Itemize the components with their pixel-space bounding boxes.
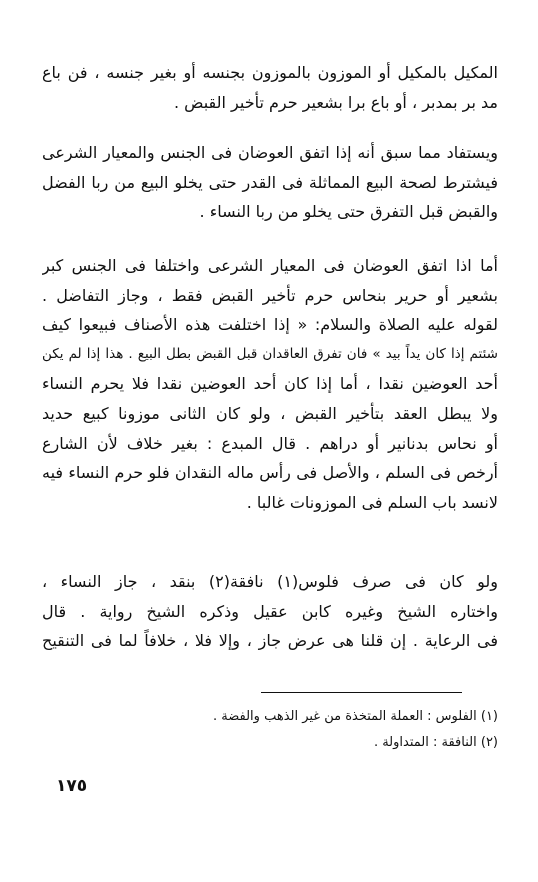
footnote-separator	[261, 692, 462, 693]
text-line: لقوله عليه الصلاة والسلام: « إذا اختلفت هذه الأصناف فبيعوا كيف	[42, 315, 498, 335]
page-number: ١٧٥	[56, 776, 88, 796]
text-line: لانسد باب السلم فى الموزونات غالبا .	[246, 492, 498, 512]
text-line: مد بر بمدبر ، أو باع برا بشعير حرم تأخير القبض .	[173, 92, 498, 112]
paragraph-1	[42, 58, 498, 117]
text-line: والقبض قبل التفرق حتى يخلو من ربا النساء .	[199, 202, 498, 222]
text-line: ويستفاد مما سبق أنه إذا اتفق العوضان فى الجنس والمعيار الشرعى	[42, 143, 498, 162]
text-line: أرخص فى السلم ، والأصل فى رأس ماله النقدان فلو حرم النساء فيه	[42, 463, 498, 483]
text-line: بشعير أو حرير بنحاس حرم تأخير القبض فقط ، وجاز التفاضل .	[42, 285, 498, 305]
text-line: فيشترط لصحة البيع المماثلة فى القدر حتى يخلو البيع من ربا الفضل	[42, 172, 498, 192]
text-line: واختاره الشيخ وغيره كابن عقيل وذكره الشيخ رواية . قال	[42, 601, 498, 621]
text-line: ولا يبطل العقد بتأخير القبض ، ولو كان الثانى موزونا كبيع حديد	[42, 403, 498, 423]
paragraph-4	[42, 567, 498, 656]
text-line: أو نحاس بدنانير أو دراهم . قال المبدع : بغير خلاف لأن الشارع	[42, 433, 498, 453]
text-line: فى الرعاية . إن قلنا هى عرض جاز ، وإلا فلا ، خلافاً لما فى التنقيح	[42, 631, 498, 651]
footnotes	[42, 704, 498, 756]
text-line: أحد العوضين نقدا ، أما إذا كان أحد العوضين نقدا فلا يحرم النساء	[42, 374, 498, 394]
text-line: أما اذا اتفق العوضان فى المعيار الشرعى واختلفا فى الجنس كبر	[42, 256, 498, 275]
footnote-1: (١) الفلوس : العملة المتخذة من غير الذهب والفضة .	[213, 709, 498, 724]
paragraph-2	[42, 138, 498, 227]
text-line: المكيل بالمكيل أو الموزون بالموزون بجنسه أو بغير جنسه ، فن باع	[42, 63, 498, 82]
footnote-2: (٢) النافقة : المتداولة .	[373, 735, 498, 750]
text-line: ولو كان فى صرف فلوس(١) نافقة(٢) بنقد ، جاز النساء ،	[42, 572, 498, 591]
paragraph-3	[42, 251, 498, 517]
text-line: شئتم إذا كان يداً بيد » فان تفرق العاقدان قبل القبض بطل البيع . هذا إذا لم يكن	[42, 345, 498, 362]
